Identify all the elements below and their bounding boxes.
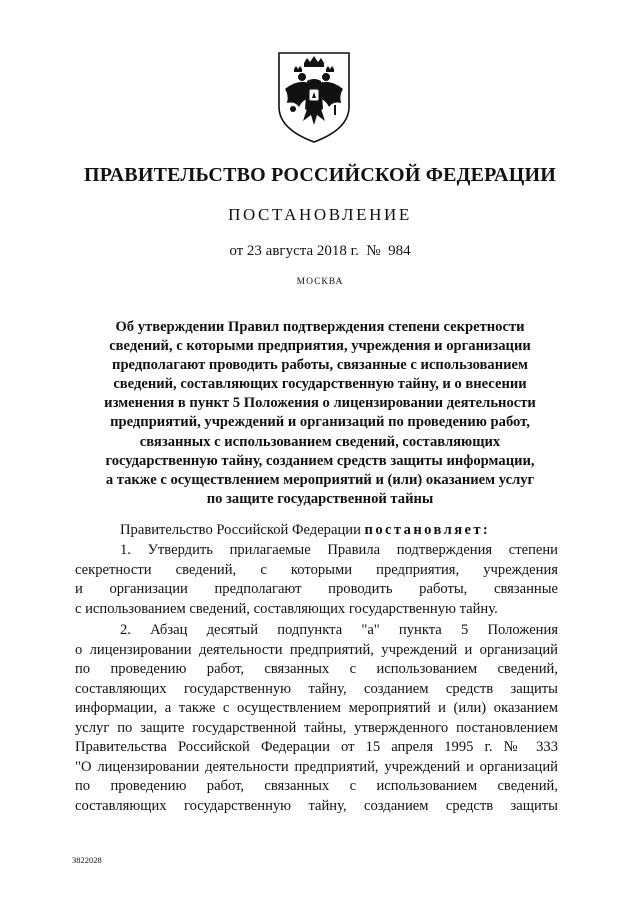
paragraph-line: информации, а также с осуществлением мероприятий и (или) оказанием [75,700,558,716]
heading-line: сведений, с которыми предприятия, учреждения и организации [109,338,531,355]
issue-city: МОСКВА [296,277,344,287]
paragraph-1 [75,541,558,619]
document-date-number: от 23 августа 2018 г. № 984 [229,243,411,259]
heading-line: Об утверждении Правил подтверждения степени секретности [115,319,525,335]
paragraph-line: составляющих государственную тайну, созданием средств защиты [75,680,558,697]
heading-line: предполагают проводить работы, связанные с использованием [112,357,528,374]
heading-line: сведений, составляющих государственную тайну, и о внесении [113,376,527,393]
paragraph-line: "О лицензировании деятельности предприятий, учреждений и организаций [75,758,558,775]
paragraph-line: Правительства Российской Федерации от 15 апреля 1995 г. № 333 [75,739,558,755]
paragraph-line: составляющих государственную тайну, созданием средств защиты [75,797,558,814]
paragraph-line: секретности сведений, с которыми предприятия, учреждения [75,561,558,578]
paragraph-line: и организации предполагают проводить работы, связанные [75,581,558,597]
paragraph-line: по проведению работ, связанных с использованием сведений, [75,661,558,677]
heading-line: предприятий, учреждений и организаций по проведению работ, [110,414,530,431]
intro-verb: постановляет: [364,522,491,538]
heading-line: государственную тайну, созданием средств защиты информации, [105,452,535,469]
resolution-intro [120,522,490,539]
paragraph-line: с использованием сведений, составляющих государственную тайну. [75,600,498,617]
paragraph-line: 1. Утвердить прилагаемые Правила подтверждения степени [120,542,558,558]
paragraph-line: о лицензировании деятельности предприятий, учреждений и организаций [75,641,558,658]
heading-line: по защите государственной тайны [206,490,434,507]
document-heading [60,318,580,509]
paragraph-line: 2. Абзац десятый подпункта "а" пункта 5 Положения [120,622,558,638]
paragraph-line: услуг по защите государственной тайны, утвержденного постановлением [75,719,558,736]
coat-of-arms-icon [273,49,355,145]
heading-line: а также с осуществлением мероприятий и (или) оказанием услуг [105,471,535,488]
paragraph-line: по проведению работ, связанных с использованием сведений, [75,778,558,794]
heading-line: связанных с использованием сведений, составляющих [139,433,501,450]
document-code: 3822028 [72,855,102,865]
government-title: ПРАВИТЕЛЬСТВО РОССИЙСКОЙ ФЕДЕРАЦИИ [84,164,556,186]
intro-text: Правительство Российской Федерации [120,522,365,538]
paragraph-2 [75,621,558,816]
heading-line: изменения в пункт 5 Положения о лицензировании деятельности [104,395,536,412]
document-type: ПОСТАНОВЛЕНИЕ [228,205,412,224]
